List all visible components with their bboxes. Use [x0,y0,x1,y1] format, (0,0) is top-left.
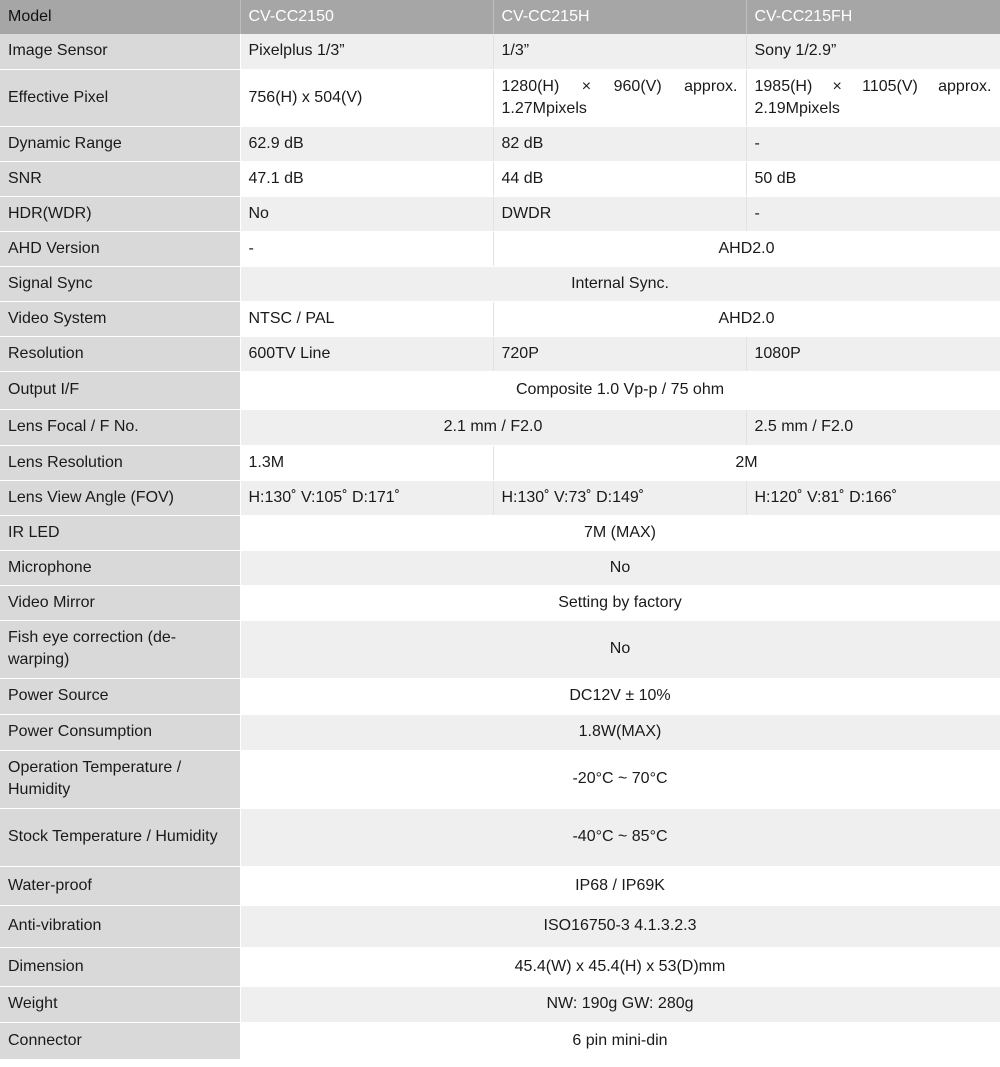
table-row [0,714,1000,750]
table-cell: 1280(H) × 960(V) approx. 1.27Mpixels [493,69,746,126]
row-label-hdr-wdr: HDR(WDR) [0,196,240,231]
table-cell: Composite 1.0 Vp-p / 75 ohm [240,371,1000,409]
table-cell: 1985(H) × 1105(V) approx. 2.19Mpixels [746,69,1000,126]
row-label-connector: Connector [0,1022,240,1059]
table-row [0,866,1000,905]
table-cell: AHD2.0 [493,231,1000,266]
table-cell: 82 dB [493,126,746,161]
table-row [0,1022,1000,1059]
table-row [0,480,1000,515]
row-label-stock-temperature-humidity: Stock Temperature / Humidity [0,808,240,866]
header-cv-cc215fh: CV-CC215FH [746,0,1000,34]
header-model: Model [0,0,240,34]
table-cell: H:130˚ V:105˚ D:171˚ [240,480,493,515]
table-cell: 7M (MAX) [240,515,1000,550]
table-cell: - [746,196,1000,231]
table-cell: 50 dB [746,161,1000,196]
row-label-weight: Weight [0,986,240,1022]
table-row [0,620,1000,678]
table-cell: No [240,196,493,231]
table-row [0,126,1000,161]
row-label-water-proof: Water-proof [0,866,240,905]
table-cell: 6 pin mini-din [240,1022,1000,1059]
table-cell: DC12V ± 10% [240,678,1000,714]
row-label-lens-focal-f-no: Lens Focal / F No. [0,409,240,445]
table-row [0,585,1000,620]
row-label-fish-eye-correction-de-warping: Fish eye correction (de-warping) [0,620,240,678]
table-cell: 1080P [746,336,1000,371]
table-row [0,161,1000,196]
table-row [0,550,1000,585]
row-label-dynamic-range: Dynamic Range [0,126,240,161]
table-row [0,336,1000,371]
table-row [0,905,1000,947]
header-row [0,0,1000,34]
row-label-power-source: Power Source [0,678,240,714]
table-cell: Sony 1/2.9” [746,34,1000,69]
table-cell: 45.4(W) x 45.4(H) x 53(D)mm [240,947,1000,986]
row-label-signal-sync: Signal Sync [0,266,240,301]
table-cell: NTSC / PAL [240,301,493,336]
table-row [0,445,1000,480]
table-row [0,196,1000,231]
table-cell: 62.9 dB [240,126,493,161]
table-row [0,678,1000,714]
row-label-ir-led: IR LED [0,515,240,550]
table-row [0,34,1000,69]
table-cell: NW: 190g GW: 280g [240,986,1000,1022]
table-row [0,409,1000,445]
table-row [0,750,1000,808]
table-cell: Internal Sync. [240,266,1000,301]
table-cell: DWDR [493,196,746,231]
table-cell: 44 dB [493,161,746,196]
table-row [0,231,1000,266]
row-label-output-i-f: Output I/F [0,371,240,409]
table-cell: AHD2.0 [493,301,1000,336]
table-row [0,808,1000,866]
spec-body [0,34,1000,1059]
table-cell: 47.1 dB [240,161,493,196]
row-label-power-consumption: Power Consumption [0,714,240,750]
table-row [0,371,1000,409]
table-cell: 2M [493,445,1000,480]
table-row [0,266,1000,301]
row-label-resolution: Resolution [0,336,240,371]
table-cell: 2.5 mm / F2.0 [746,409,1000,445]
table-cell: 756(H) x 504(V) [240,69,493,126]
header-cv-cc2150: CV-CC2150 [240,0,493,34]
row-label-video-mirror: Video Mirror [0,585,240,620]
table-cell: ISO16750-3 4.1.3.2.3 [240,905,1000,947]
table-cell: -20°C ~ 70°C [240,750,1000,808]
table-row [0,515,1000,550]
row-label-effective-pixel: Effective Pixel [0,69,240,126]
table-cell: 1.8W(MAX) [240,714,1000,750]
table-cell: IP68 / IP69K [240,866,1000,905]
table-cell: - [240,231,493,266]
table-cell: No [240,550,1000,585]
table-cell: 720P [493,336,746,371]
row-label-lens-resolution: Lens Resolution [0,445,240,480]
table-cell: H:120˚ V:81˚ D:166˚ [746,480,1000,515]
table-cell: Setting by factory [240,585,1000,620]
row-label-ahd-version: AHD Version [0,231,240,266]
row-label-video-system: Video System [0,301,240,336]
row-label-snr: SNR [0,161,240,196]
header-cv-cc215h: CV-CC215H [493,0,746,34]
table-row [0,301,1000,336]
row-label-anti-vibration: Anti-vibration [0,905,240,947]
table-cell: -40°C ~ 85°C [240,808,1000,866]
table-cell: 1/3” [493,34,746,69]
table-row [0,986,1000,1022]
table-cell: 600TV Line [240,336,493,371]
row-label-lens-view-angle-fov: Lens View Angle (FOV) [0,480,240,515]
table-row [0,947,1000,986]
row-label-microphone: Microphone [0,550,240,585]
row-label-image-sensor: Image Sensor [0,34,240,69]
table-cell: 2.1 mm / F2.0 [240,409,746,445]
table-cell: - [746,126,1000,161]
table-row [0,69,1000,126]
row-label-operation-temperature-humidity: Operation Temperature / Humidity [0,750,240,808]
table-cell: Pixelplus 1/3” [240,34,493,69]
table-cell: H:130˚ V:73˚ D:149˚ [493,480,746,515]
table-cell: 1.3M [240,445,493,480]
table-cell: No [240,620,1000,678]
row-label-dimension: Dimension [0,947,240,986]
